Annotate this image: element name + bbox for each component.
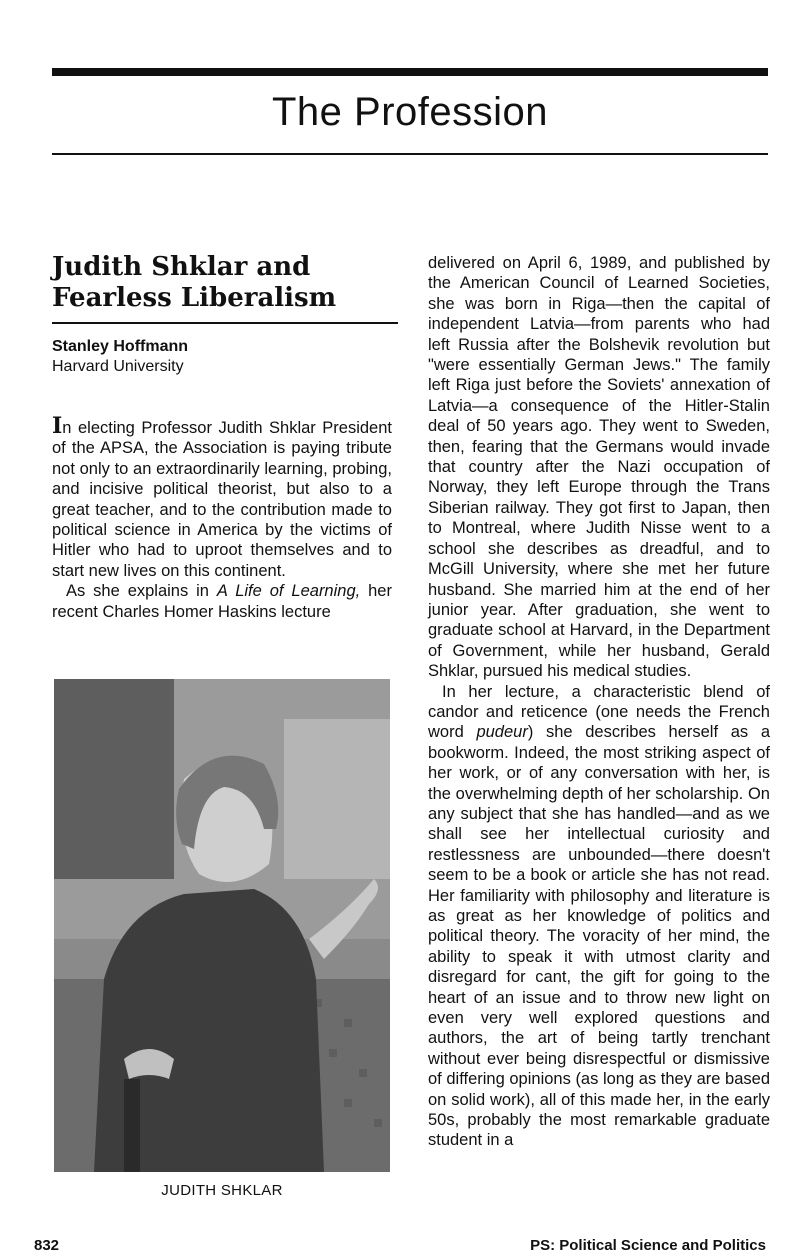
photo-caption: JUDITH SHKLAR — [161, 1182, 283, 1199]
paragraph-lecture-text: As she explains in — [66, 582, 217, 601]
paragraph-scholarship-text: In her lecture, a characteristic blend of candor and reticence (one needs the French word — [428, 682, 770, 742]
paragraph-lecture — [52, 581, 392, 622]
book-title: A Life of Learning, — [216, 582, 361, 601]
author-affiliation: Harvard University — [52, 358, 184, 375]
article-title-line1: Judith Shklar and — [52, 252, 311, 282]
section-title: The Profession — [271, 90, 549, 134]
journal-name: PS: Political Science and Politics — [530, 1237, 766, 1254]
paragraph-intro — [52, 413, 392, 581]
article-title-line2: Fearless Liberalism — [52, 283, 337, 313]
portrait-photo — [54, 679, 390, 1172]
left-column — [52, 413, 392, 622]
paragraph-lecture-text-end: her recent Charles Homer Haskins lecture — [52, 582, 392, 621]
portrait-illustration — [54, 679, 390, 1172]
paragraph-intro-text: n electing Professor Judith Shklar President of the APSA, the Association is paying tribute not only to an extraordinarily learning, probing, and incisive political theorist, but also to a great teacher, and to the contribution made to political science in America by the victims of Hitler who had to uproot themselves and to start new lives on this continent. — [52, 419, 392, 580]
right-column — [428, 253, 770, 1151]
section-title-rule — [52, 153, 768, 155]
article-title-rule — [52, 322, 398, 324]
drop-cap: I — [52, 413, 63, 439]
paragraph-scholarship — [428, 682, 770, 1151]
top-rule — [52, 68, 768, 76]
paragraph-biography: delivered on April 6, 1989, and published by the American Council of Learned Societies, she was born in Riga—then the capital of independent Latvia—from parents who had left Russia after the Bolshevik revolution but "were essentially German Jews." The family left Riga just before the Soviets' annexation of Latvia—a consequence of the Hitler-Stalin deal of 50 years ago. They went to Sweden, then, fearing that the Germans would invade that country after the Nazi occupation of Norway, they left Europe through the Trans Siberian railway. They got first to Japan, then to Montreal, where Judith Nisse went to a school she describes as dreadful, and to McGill University, where she met her future husband. She married him at the end of her junior year. After graduation, she went to graduate school at Harvard, in the Department of Government, while her husband, Gerald Shklar, pursued his medical studies. — [428, 254, 770, 681]
page-number: 832 — [34, 1237, 60, 1254]
paragraph-scholarship-text-end: ) she describes herself as a bookworm. Indeed, the most striking aspect of her work, or of any conversation with her, is the overwhelming depth of her scholarship. On any subject that she has handled—and as we shall see her intellectual curiosity and restlessness are unbounded—there doesn't seem to be a book or article she has not read. Her familiarity with philosophy and literature is as great as her knowledge of politics and political theory. The voracity of her mind, the ability to speak it with utmost clarity and disregard for cant, the gift for going to the heart of an issue and to throw new light on even very well explored questions and authors, the art of being tartly trenchant without ever being disrespectful or dismissive of differing opinions (as long as they are based on solid work), all of this made her, in the early 50s, probably the most remarkable graduate student in a — [428, 723, 770, 1150]
author-name: Stanley Hoffmann — [52, 338, 189, 355]
article-title — [52, 252, 402, 314]
french-word: pudeur — [476, 723, 528, 742]
